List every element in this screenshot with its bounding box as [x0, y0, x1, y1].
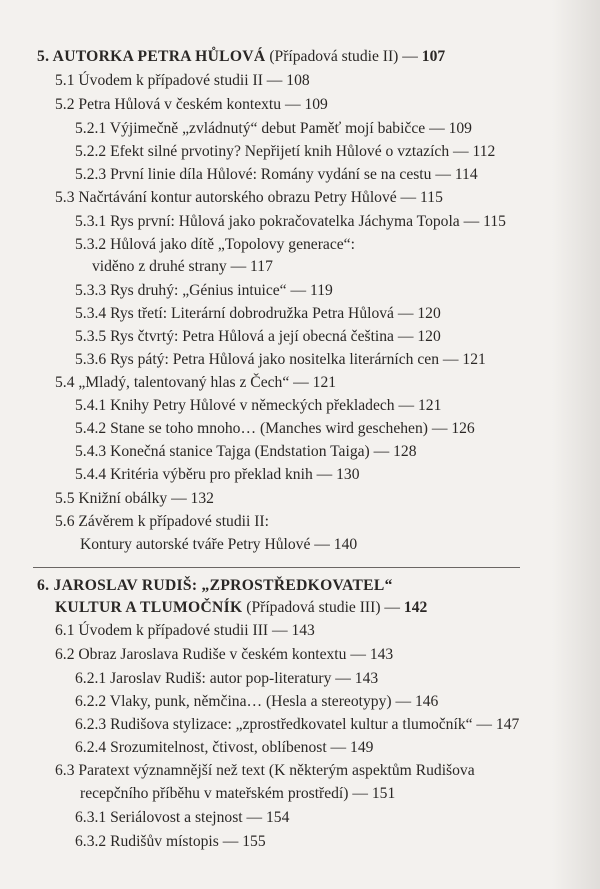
toc-entry: 5.3.1 Rys první: Hůlová jako pokračovatelka Jáchyma Topola — 115: [75, 213, 506, 230]
toc-entry-continuation: viděno z druhé strany — 117: [92, 258, 273, 275]
page-gutter-shadow: [552, 0, 600, 889]
toc-entry: 6.2 Obraz Jaroslava Rudiše v českém kontextu — 143: [55, 646, 394, 663]
toc-entry: 6.2.1 Jaroslav Rudiš: autor pop-literatury — 143: [75, 670, 379, 687]
toc-entry: 5.6 Závěrem k případové studii II:: [55, 513, 269, 530]
toc-entry: 5.4.2 Stane se toho mnoho… (Manches wird geschehen) — 126: [75, 420, 475, 437]
toc-entry: 5.3.6 Rys pátý: Petra Hůlová jako nositelka literárních cen — 121: [75, 351, 486, 368]
toc-entry: 6.2.2 Vlaky, punk, němčina… (Hesla a stereotypy) — 146: [75, 693, 439, 710]
toc-entry: 5.4 „Mladý, talentovaný hlas z Čech“ — 121: [55, 374, 337, 391]
toc-entry: 6.3.1 Seriálovost a stejnost — 154: [75, 809, 290, 826]
toc-entry-continuation: recepčního příběhu v mateřském prostředí) — 151: [80, 785, 396, 802]
toc-entry: 5.4.4 Kritéria výběru pro překlad knih — 130: [75, 466, 360, 483]
toc-entry: 6.2.3 Rudišova stylizace: „zprostředkovatel kultur a tlumočník“ — 147: [75, 716, 520, 733]
chapter-6-heading-line-1: [37, 576, 393, 596]
toc-entry: 5.3.2 Hůlová jako dítě „Topolovy generace“:: [75, 236, 355, 253]
chapter-6-heading-line-2: [55, 598, 427, 618]
toc-entry: 6.3.2 Rudišův místopis — 155: [75, 833, 266, 850]
toc-entry: 6.3 Paratext významnější než text (K některým aspektům Rudišova: [55, 762, 475, 779]
toc-entry: 5.4.1 Knihy Petry Hůlové v německých překladech — 121: [75, 397, 442, 414]
chapter-6-title-line-1: 6. JAROSLAV RUDIŠ: „ZPROSTŘEDKOVATEL“: [37, 577, 393, 594]
toc-entry: 5.2.2 Efekt silné prvotiny? Nepřijetí knih Hůlové o vztazích — 112: [75, 143, 496, 160]
toc-entry: 5.2.1 Výjimečně „zvládnutý“ debut Paměť mojí babičce — 109: [75, 120, 472, 137]
toc-entry: 6.2.4 Srozumitelnost, čtivost, oblíbenost — 149: [75, 739, 374, 756]
section-divider: [33, 567, 520, 568]
toc-entry: 5.3.3 Rys druhý: „Génius intuice“ — 119: [75, 282, 333, 299]
toc-entry: 5.4.3 Konečná stanice Tajga (Endstation Taiga) — 128: [75, 443, 417, 460]
chapter-5-page: 107: [421, 48, 446, 65]
toc-entry: 5.3 Načrtávání kontur autorského obrazu Petry Hůlové — 115: [55, 189, 443, 206]
toc-entry: 5.3.4 Rys třetí: Literární dobrodružka Petra Hůlová — 120: [75, 305, 441, 322]
toc-entry: 5.3.5 Rys čtvrtý: Petra Hůlová a její obecná čeština — 120: [75, 328, 441, 345]
toc-entry: 6.1 Úvodem k případové studii III — 143: [55, 622, 315, 639]
chapter-6-title-line-2: KULTUR A TLUMOČNÍK: [55, 599, 243, 616]
toc-entry: 5.1 Úvodem k případové studii II — 108: [55, 72, 310, 89]
chapter-6-page: 142: [403, 599, 428, 616]
toc-entry-continuation: Kontury autorské tváře Petry Hůlové — 140: [80, 536, 358, 553]
chapter-6-subtitle: (Případová studie III) —: [242, 599, 404, 616]
chapter-5-heading: [37, 47, 445, 67]
toc-entry: 5.2 Petra Hůlová v českém kontextu — 109: [55, 96, 328, 113]
chapter-5-title: 5. AUTORKA PETRA HŮLOVÁ: [37, 48, 266, 65]
toc-entry: 5.2.3 První linie díla Hůlové: Romány vydání se na cestu — 114: [75, 166, 478, 183]
chapter-5-subtitle: (Případová studie II) —: [265, 48, 422, 65]
toc-entry: 5.5 Knižní obálky — 132: [55, 490, 214, 507]
